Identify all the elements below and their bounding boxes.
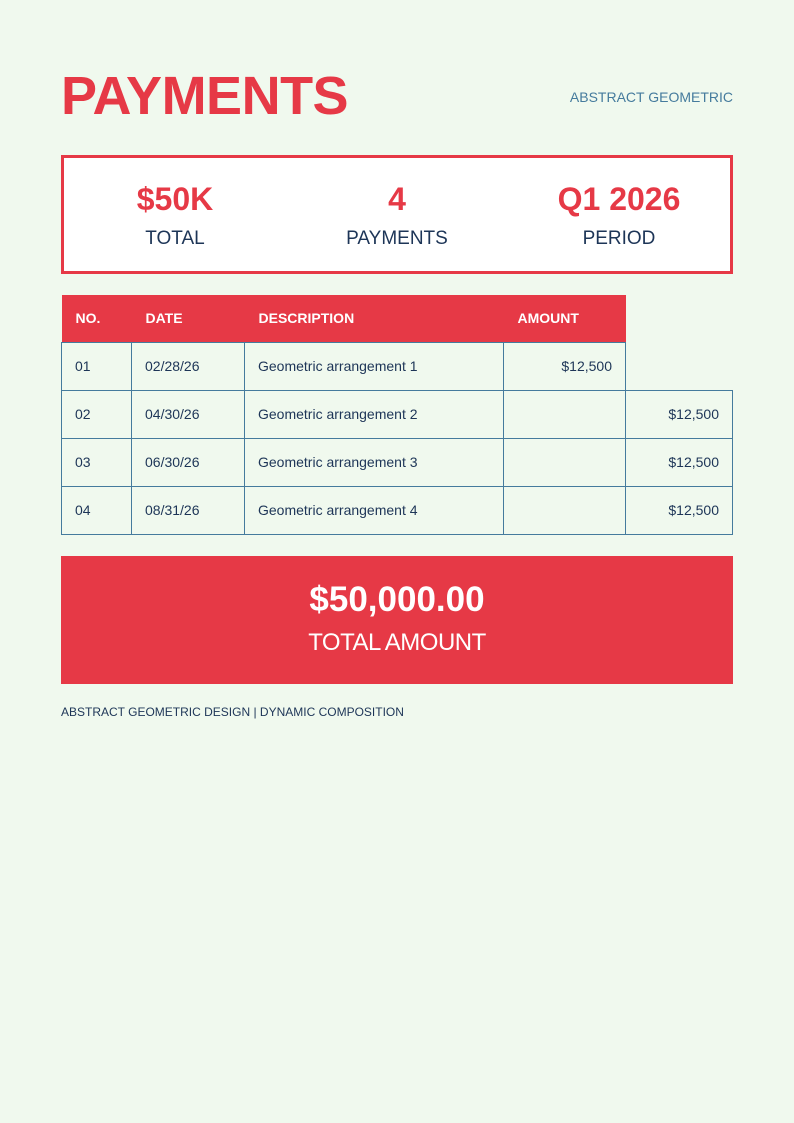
cell-description: Geometric arrangement 4: [245, 486, 504, 534]
stat-label: TOTAL: [145, 228, 205, 249]
cell-date: 04/30/26: [132, 390, 245, 438]
stat-value: $50K: [136, 181, 214, 217]
header-no: NO.: [62, 295, 132, 342]
table-row: [62, 342, 733, 390]
stat-period: [508, 158, 730, 271]
header-empty: [626, 295, 733, 342]
cell-no: 02: [62, 390, 132, 438]
cell-date: 08/31/26: [132, 486, 245, 534]
cell-amount: $12,500: [626, 438, 733, 486]
stat-label: PAYMENTS: [346, 228, 448, 249]
stat-total: [64, 158, 286, 271]
header-date: DATE: [132, 295, 245, 342]
cell-date: 02/28/26: [132, 342, 245, 390]
payments-table: [61, 295, 733, 535]
cell-date: 06/30/26: [132, 438, 245, 486]
cell-empty: [504, 390, 626, 438]
page-title: PAYMENTS: [61, 66, 349, 126]
table-row: [62, 390, 733, 438]
total-amount-value: $50,000.00: [309, 580, 485, 619]
footer-text: ABSTRACT GEOMETRIC DESIGN | DYNAMIC COMPOSITION: [61, 705, 404, 719]
stat-value: Q1 2026: [557, 181, 681, 217]
table-header-row: [62, 295, 733, 342]
cell-empty: [504, 438, 626, 486]
table-row: [62, 438, 733, 486]
payments-table-wrapper: [61, 295, 733, 535]
total-amount-label: TOTAL AMOUNT: [308, 629, 486, 656]
stat-value: 4: [388, 181, 406, 217]
cell-description: Geometric arrangement 2: [245, 390, 504, 438]
cell-empty: [504, 486, 626, 534]
page-subtitle: ABSTRACT GEOMETRIC: [569, 89, 733, 105]
header-description: DESCRIPTION: [245, 295, 504, 342]
cell-amount: $12,500: [626, 486, 733, 534]
cell-amount: $12,500: [626, 390, 733, 438]
cell-description: Geometric arrangement 3: [245, 438, 504, 486]
cell-empty: [626, 342, 733, 390]
cell-description: Geometric arrangement 1: [245, 342, 504, 390]
cell-no: 01: [62, 342, 132, 390]
cell-amount: $12,500: [504, 342, 626, 390]
table-row: [62, 486, 733, 534]
summary-card: [61, 155, 733, 274]
stat-label: PERIOD: [582, 228, 656, 249]
cell-no: 03: [62, 438, 132, 486]
stat-payments: [286, 158, 508, 271]
cell-no: 04: [62, 486, 132, 534]
total-amount-banner: [61, 556, 733, 684]
header-amount: AMOUNT: [504, 295, 626, 342]
